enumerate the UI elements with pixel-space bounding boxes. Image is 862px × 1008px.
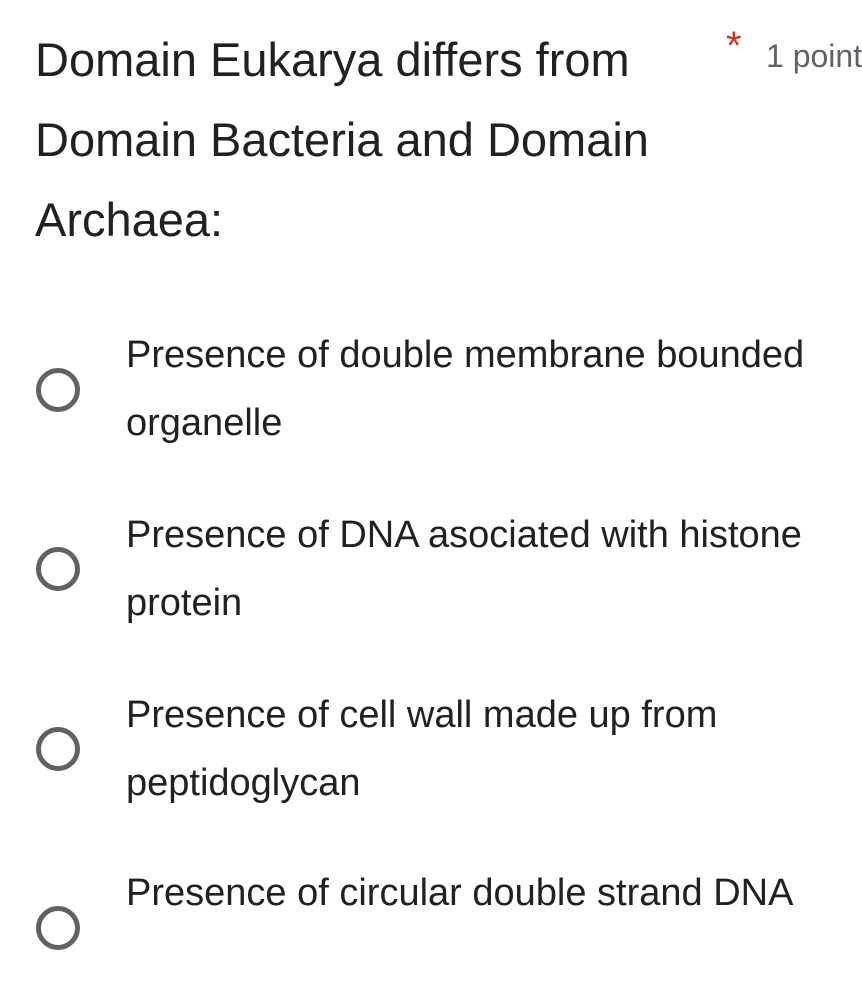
option-1[interactable]	[0, 320, 846, 470]
radio-button[interactable]	[36, 906, 80, 950]
option-label: Presence of DNA asociated with histone protein	[126, 514, 802, 624]
question-title: Domain Eukarya differs from Domain Bacteria and Domain Archaea:	[35, 33, 649, 246]
option-label: Presence of circular double strand DNA	[126, 872, 794, 914]
option-label: Presence of cell wall made up from peptidoglycan	[126, 694, 718, 804]
points-label: 1 point	[766, 38, 862, 74]
required-asterisk: *	[726, 24, 742, 68]
radio-button[interactable]	[36, 368, 80, 412]
option-label: Presence of double membrane bounded organelle	[126, 334, 805, 444]
radio-button[interactable]	[36, 547, 80, 591]
radio-button[interactable]	[36, 727, 80, 771]
option-2[interactable]	[0, 500, 846, 650]
option-4[interactable]	[0, 858, 846, 1008]
option-3[interactable]	[0, 680, 846, 830]
